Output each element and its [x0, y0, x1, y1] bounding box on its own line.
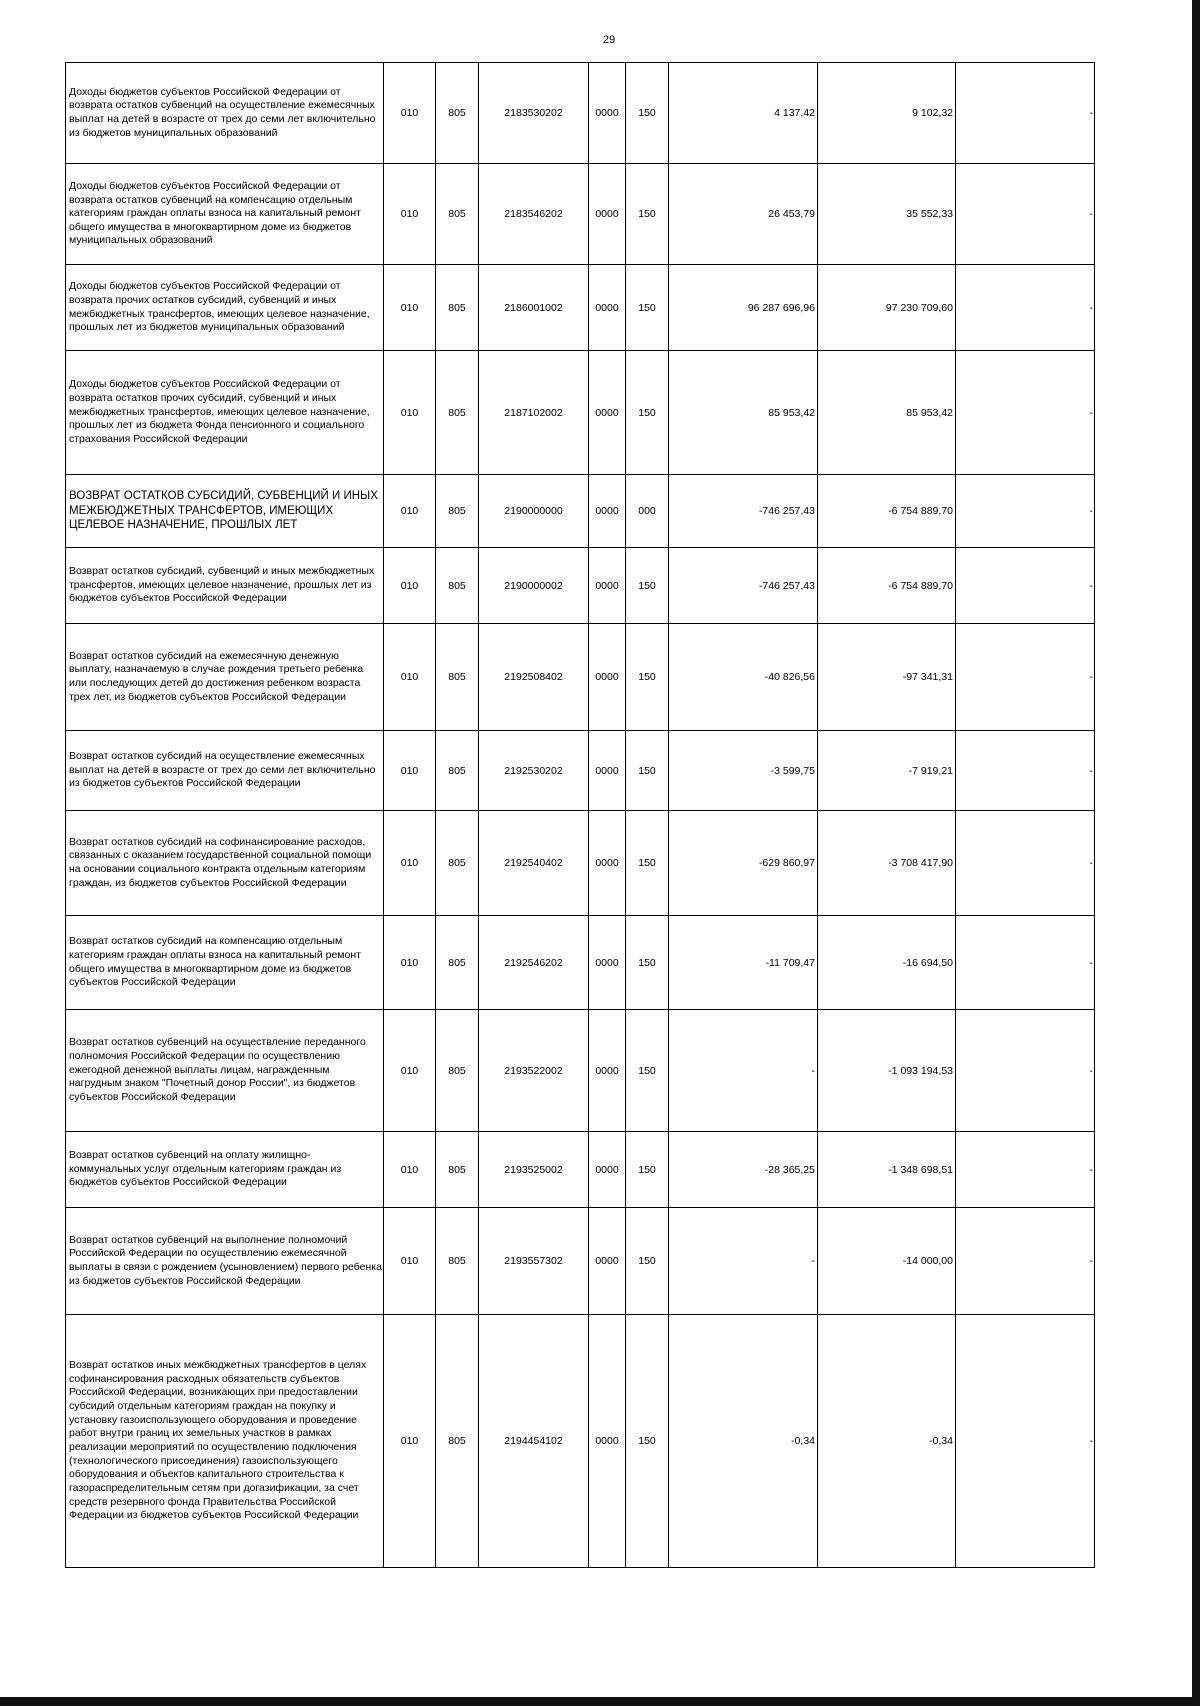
row-value-1: 4 137,42 [669, 63, 818, 164]
row-name: Доходы бюджетов субъектов Российской Федерации от возврата остатков прочих субсидий, субвенций и иных межбюджетных трансфертов, имеющих целевое назначение, прошлых лет из бюджета Фонда пенсионного и социального страхования Российской Федерации [66, 351, 384, 475]
row-name: Доходы бюджетов субъектов Российской Федерации от возврата остатков субвенций на осуществление ежемесячных выплат на детей в возрасте от трех до семи лет включительно из бюджетов муниципальных образований [66, 63, 384, 164]
row-name: Возврат остатков субвенций на оплату жилищно-коммунальных услуг отдельным категориям граждан из бюджетов субъектов Российской Федерации [66, 1132, 384, 1208]
row-code-5: 000 [626, 475, 669, 548]
row-name: Возврат остатков иных межбюджетных трансфертов в целях софинансирования расходных обязательств субъектов Российской Федерации, возникающих при предоставлении субсидий отдельным категориям граждан на покупку и установку газоиспользующего оборудования и проведение работ внутри границ их земельных участков в рамках реализации мероприятий по осуществлению подключения (технологического присоединения) газоиспользующего оборудования и объектов капитального строительства к газораспределительным сетям при догазификации, за счет средств резервного фонда Правительства Российской Федерации из бюджетов субъектов Российской Федерации [66, 1315, 384, 1568]
table-row [66, 164, 1095, 265]
row-code-5: 150 [626, 548, 669, 624]
row-code-4: 0000 [589, 63, 626, 164]
row-code-3: 2186001002 [479, 265, 589, 351]
row-code-4: 0000 [589, 916, 626, 1010]
row-value-2: -1 093 194,53 [818, 1010, 956, 1132]
row-code-4: 0000 [589, 1208, 626, 1315]
row-code-3: 2194454102 [479, 1315, 589, 1568]
row-value-3: - [956, 731, 1095, 811]
page-number: 29 [602, 34, 616, 46]
row-code-2: 805 [436, 548, 479, 624]
row-value-2: -6 754 889,70 [818, 475, 956, 548]
row-code-3: 2183546202 [479, 164, 589, 265]
row-value-3: - [956, 811, 1095, 916]
row-code-4: 0000 [589, 811, 626, 916]
row-code-1: 010 [384, 164, 436, 265]
row-name: Доходы бюджетов субъектов Российской Федерации от возврата остатков субвенций на компенсацию отдельным категориям граждан оплаты взноса на капитальный ремонт общего имущества в многоквартирном доме из бюджетов муниципальных образований [66, 164, 384, 265]
row-code-4: 0000 [589, 265, 626, 351]
row-code-4: 0000 [589, 1315, 626, 1568]
row-name: ВОЗВРАТ ОСТАТКОВ СУБСИДИЙ, СУБВЕНЦИЙ И ИНЫХ МЕЖБЮДЖЕТНЫХ ТРАНСФЕРТОВ, ИМЕЮЩИХ ЦЕЛЕВОЕ НАЗНАЧЕНИЕ, ПРОШЛЫХ ЛЕТ [66, 475, 384, 548]
row-code-3: 2190000002 [479, 548, 589, 624]
row-name: Возврат остатков субсидий на ежемесячную денежную выплату, назначаемую в случае рождения третьего ребенка или последующих детей до достижения ребенком возраста трех лет, из бюджетов субъектов Российской Федерации [66, 624, 384, 731]
row-value-1: 85 953,42 [669, 351, 818, 475]
row-code-4: 0000 [589, 351, 626, 475]
row-value-3: - [956, 1010, 1095, 1132]
row-value-2: -7 919,21 [818, 731, 956, 811]
row-code-5: 150 [626, 164, 669, 265]
row-code-4: 0000 [589, 624, 626, 731]
row-code-2: 805 [436, 1315, 479, 1568]
row-code-2: 805 [436, 811, 479, 916]
row-value-2: 85 953,42 [818, 351, 956, 475]
row-code-4: 0000 [589, 475, 626, 548]
row-value-2: -97 341,31 [818, 624, 956, 731]
row-value-1: -0,34 [669, 1315, 818, 1568]
row-code-1: 010 [384, 1132, 436, 1208]
row-value-2: -0,34 [818, 1315, 956, 1568]
row-code-4: 0000 [589, 1010, 626, 1132]
row-code-5: 150 [626, 1208, 669, 1315]
row-code-4: 0000 [589, 548, 626, 624]
scan-border-right [1192, 0, 1200, 1706]
table-row [66, 731, 1095, 811]
row-code-1: 010 [384, 63, 436, 164]
row-code-1: 010 [384, 351, 436, 475]
row-value-1: -746 257,43 [669, 475, 818, 548]
row-value-1: 26 453,79 [669, 164, 818, 265]
scan-border-bottom [0, 1697, 1200, 1706]
row-code-3: 2192508402 [479, 624, 589, 731]
row-code-2: 805 [436, 1132, 479, 1208]
row-code-1: 010 [384, 265, 436, 351]
row-value-2: -3 708 417,90 [818, 811, 956, 916]
row-code-3: 2187102002 [479, 351, 589, 475]
table-row [66, 63, 1095, 164]
row-value-1: -3 599,75 [669, 731, 818, 811]
row-value-2: -14 000,00 [818, 1208, 956, 1315]
row-code-5: 150 [626, 731, 669, 811]
row-value-1: - [669, 1208, 818, 1315]
row-code-5: 150 [626, 1132, 669, 1208]
row-code-1: 010 [384, 811, 436, 916]
table-row [66, 1010, 1095, 1132]
row-code-5: 150 [626, 1010, 669, 1132]
table-row [66, 1208, 1095, 1315]
row-name: Возврат остатков субвенций на осуществление переданного полномочия Российской Федерации по осуществлению ежегодной денежной выплаты лицам, награжденным нагрудным знаком "Почетный донор России", из бюджетов субъектов Российской Федерации [66, 1010, 384, 1132]
row-code-5: 150 [626, 265, 669, 351]
table-row [66, 548, 1095, 624]
row-code-4: 0000 [589, 1132, 626, 1208]
table-row [66, 811, 1095, 916]
row-value-3: - [956, 475, 1095, 548]
row-value-2: 97 230 709,60 [818, 265, 956, 351]
row-value-2: -16 694,50 [818, 916, 956, 1010]
row-code-2: 805 [436, 731, 479, 811]
row-code-3: 2193525002 [479, 1132, 589, 1208]
row-code-1: 010 [384, 1208, 436, 1315]
row-code-2: 805 [436, 351, 479, 475]
budget-table [65, 62, 1095, 1568]
row-code-3: 2192530202 [479, 731, 589, 811]
row-code-4: 0000 [589, 731, 626, 811]
row-code-3: 2193522002 [479, 1010, 589, 1132]
row-code-5: 150 [626, 624, 669, 731]
row-code-2: 805 [436, 164, 479, 265]
row-name: Доходы бюджетов субъектов Российской Федерации от возврата прочих остатков субсидий, субвенций и иных межбюджетных трансфертов, имеющих целевое назначение, прошлых лет из бюджетов муниципальных образований [66, 265, 384, 351]
row-value-3: - [956, 548, 1095, 624]
row-value-3: - [956, 624, 1095, 731]
row-code-1: 010 [384, 548, 436, 624]
row-code-4: 0000 [589, 164, 626, 265]
row-code-2: 805 [436, 475, 479, 548]
row-code-3: 2192546202 [479, 916, 589, 1010]
row-name: Возврат остатков субсидий на софинансирование расходов, связанных с оказанием государственной социальной помощи на основании социального контракта отдельным категориям граждан, из бюджетов субъектов Российской Федерации [66, 811, 384, 916]
row-code-3: 2183530202 [479, 63, 589, 164]
row-code-3: 2190000000 [479, 475, 589, 548]
row-value-1: -11 709,47 [669, 916, 818, 1010]
row-value-1: -746 257,43 [669, 548, 818, 624]
row-value-2: 35 552,33 [818, 164, 956, 265]
row-code-2: 805 [436, 1010, 479, 1132]
row-code-2: 805 [436, 63, 479, 164]
row-value-2: -6 754 889,70 [818, 548, 956, 624]
row-value-2: 9 102,32 [818, 63, 956, 164]
row-code-1: 010 [384, 1010, 436, 1132]
row-value-3: - [956, 1315, 1095, 1568]
table-row [66, 916, 1095, 1010]
row-value-2: -1 348 698,51 [818, 1132, 956, 1208]
row-value-1: - [669, 1010, 818, 1132]
row-value-1: -629 860,97 [669, 811, 818, 916]
row-value-3: - [956, 63, 1095, 164]
row-code-1: 010 [384, 916, 436, 1010]
table-row [66, 1132, 1095, 1208]
row-value-3: - [956, 916, 1095, 1010]
row-value-1: -40 826,56 [669, 624, 818, 731]
row-code-1: 010 [384, 624, 436, 731]
row-code-5: 150 [626, 63, 669, 164]
row-code-3: 2192540402 [479, 811, 589, 916]
table-row [66, 475, 1095, 548]
row-code-2: 805 [436, 265, 479, 351]
row-value-3: - [956, 164, 1095, 265]
row-value-1: 96 287 696,96 [669, 265, 818, 351]
row-code-2: 805 [436, 916, 479, 1010]
row-code-3: 2193557302 [479, 1208, 589, 1315]
table-row [66, 265, 1095, 351]
table-row [66, 624, 1095, 731]
row-value-1: -28 365,25 [669, 1132, 818, 1208]
table-row [66, 351, 1095, 475]
row-value-3: - [956, 1132, 1095, 1208]
row-code-5: 150 [626, 351, 669, 475]
row-name: Возврат остатков субвенций на выполнение полномочий Российской Федерации по осуществлению ежемесячной выплаты в связи с рождением (усыновлением) первого ребенка из бюджетов субъектов Российской Федерации [66, 1208, 384, 1315]
row-value-3: - [956, 1208, 1095, 1315]
row-code-5: 150 [626, 916, 669, 1010]
row-code-5: 150 [626, 811, 669, 916]
row-name: Возврат остатков субсидий на осуществление ежемесячных выплат на детей в возрасте от трех до семи лет включительно из бюджетов субъектов Российской Федерации [66, 731, 384, 811]
row-name: Возврат остатков субсидий, субвенций и иных межбюджетных трансфертов, имеющих целевое назначение, прошлых лет из бюджетов субъектов Российской Федерации [66, 548, 384, 624]
table-row [66, 1315, 1095, 1568]
row-code-1: 010 [384, 731, 436, 811]
row-code-1: 010 [384, 475, 436, 548]
row-value-3: - [956, 265, 1095, 351]
row-code-1: 010 [384, 1315, 436, 1568]
row-code-2: 805 [436, 624, 479, 731]
row-name: Возврат остатков субсидий на компенсацию отдельным категориям граждан оплаты взноса на капитальный ремонт общего имущества в многоквартирном доме из бюджетов субъектов Российской Федерации [66, 916, 384, 1010]
row-value-3: - [956, 351, 1095, 475]
row-code-5: 150 [626, 1315, 669, 1568]
row-code-2: 805 [436, 1208, 479, 1315]
